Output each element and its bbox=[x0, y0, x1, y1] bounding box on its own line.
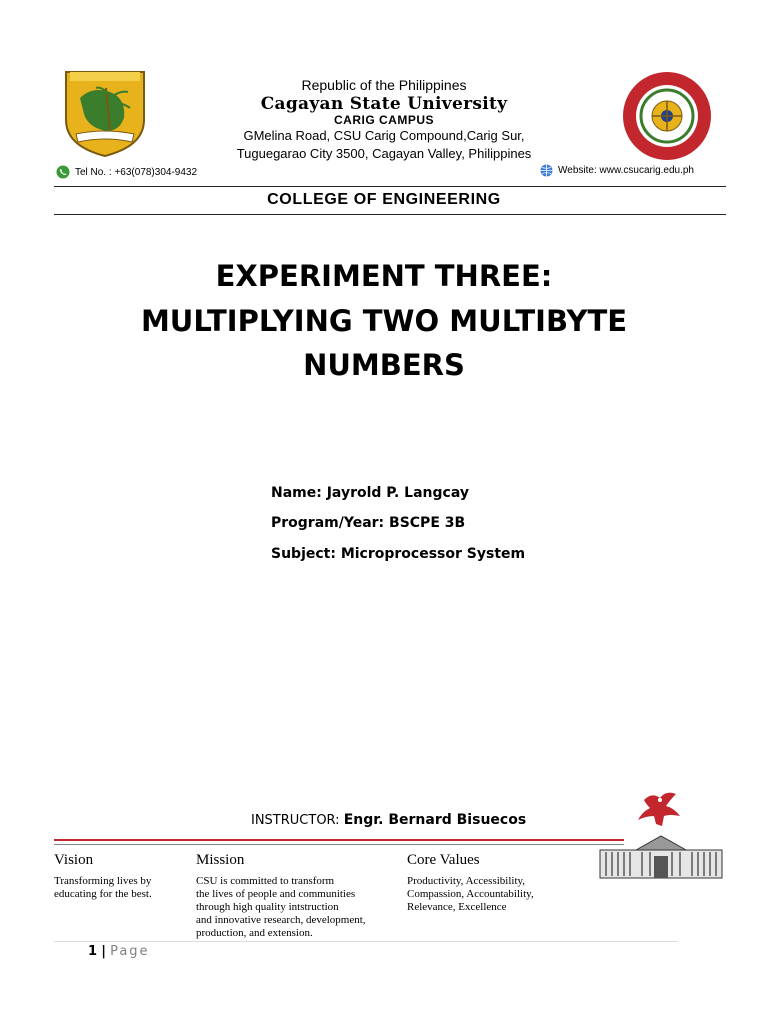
core-values-text bbox=[407, 875, 534, 914]
footer-rule-red bbox=[54, 839, 624, 841]
header-address-line1: GMelina Road, CSU Carig Compound,Carig Sur, bbox=[243, 128, 525, 143]
subject: Subject: Microprocessor System bbox=[271, 546, 526, 562]
mission-line: production, and extension. bbox=[196, 927, 313, 939]
header-website[interactable] bbox=[540, 164, 694, 177]
instructor-label: INSTRUCTOR: bbox=[251, 813, 340, 828]
title-line2: MULTIPLYING TWO MULTIBYTE bbox=[140, 304, 628, 338]
mission-text bbox=[196, 875, 366, 940]
globe-icon bbox=[540, 164, 553, 177]
header-rule-bottom bbox=[54, 214, 726, 215]
header-address-line2: Tuguegarao City 3500, Cagayan Valley, Philippines bbox=[236, 146, 532, 161]
student-name: Name: Jayrold P. Langcay bbox=[271, 485, 469, 501]
mission-line: through high quality intstruction bbox=[196, 901, 339, 913]
instructor-line bbox=[251, 812, 526, 828]
header-rule-top bbox=[54, 186, 726, 187]
page-label: Page bbox=[110, 944, 150, 959]
page-separator: | bbox=[101, 944, 106, 959]
core-values-line: Productivity, Accessibility, bbox=[407, 875, 526, 887]
mission-line: the lives of people and communities bbox=[196, 888, 356, 900]
header-campus: CARIG CAMPUS bbox=[333, 113, 434, 127]
vision-line: educating for the best. bbox=[54, 888, 152, 900]
website-text[interactable]: Website: www.csucarig.edu.ph bbox=[558, 165, 694, 176]
header-telephone bbox=[56, 165, 197, 179]
page-number bbox=[88, 944, 150, 959]
vision-heading: Vision bbox=[54, 852, 94, 868]
core-values-line: Relevance, Excellence bbox=[407, 901, 507, 913]
program-year: Program/Year: BSCPE 3B bbox=[271, 515, 466, 531]
vision-line: Transforming lives by bbox=[54, 875, 152, 887]
mission-line: CSU is committed to transform bbox=[196, 875, 335, 887]
page-number-value: 1 bbox=[88, 944, 98, 959]
header-republic: Republic of the Philippines bbox=[301, 77, 467, 93]
instructor-name: Engr. Bernard Bisuecos bbox=[343, 812, 527, 828]
vision-text bbox=[54, 875, 152, 901]
title-line3: NUMBERS bbox=[303, 348, 465, 382]
mission-line: and innovative research, development, bbox=[196, 914, 366, 926]
title-line1: EXPERIMENT THREE: bbox=[215, 259, 553, 293]
core-values-line: Compassion, Accountability, bbox=[407, 888, 534, 900]
phone-icon bbox=[56, 165, 70, 179]
core-values-heading: Core Values bbox=[407, 852, 480, 868]
telephone-text: Tel No. : +63(078)304-9432 bbox=[75, 166, 198, 178]
page-footer-rule bbox=[54, 941, 678, 942]
college-name: COLLEGE OF ENGINEERING bbox=[267, 191, 501, 208]
mission-heading: Mission bbox=[196, 852, 245, 868]
footer-rule-gray bbox=[54, 844, 624, 845]
header-university-name: Cagayan State University bbox=[260, 94, 508, 114]
campus-building-eagle-image bbox=[596, 790, 726, 882]
